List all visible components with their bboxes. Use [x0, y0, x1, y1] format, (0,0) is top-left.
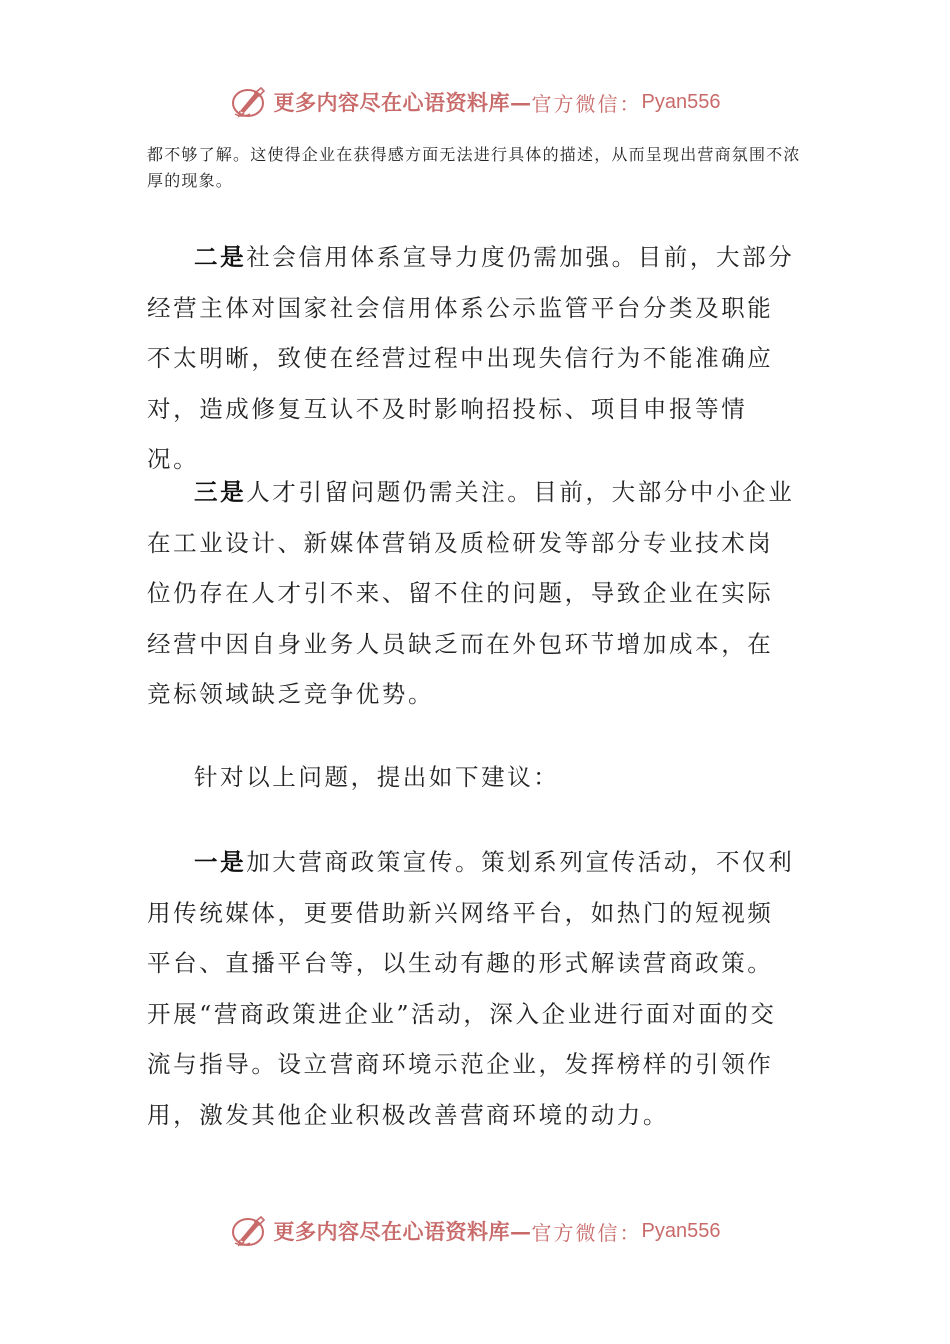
paragraph-policy-promotion [147, 837, 797, 1140]
watermark-site-text: 更多内容尽在心语资料库 [273, 1219, 511, 1244]
paragraph-lead: 三是 [194, 478, 247, 506]
paragraph-credit-system [147, 232, 797, 485]
footer-watermark [0, 1211, 950, 1251]
pen-nib-logo-icon [230, 84, 270, 120]
paragraph-lead: 二是 [194, 243, 247, 271]
paragraph-suggestion-intro [147, 752, 797, 803]
header-watermark [0, 82, 950, 122]
continuation-text: 都不够了解。这使得企业在获得感方面无法进行具体的描述，从而呈现出营商氛围不浓厚的现象。 [147, 145, 801, 190]
paragraph-body: 针对以上问题，提出如下建议： [194, 763, 560, 791]
pen-nib-logo-icon [230, 1213, 270, 1249]
paragraph-lead: 一是 [194, 848, 247, 876]
watermark-dash: — [510, 89, 532, 115]
paragraph-body: 人才引留问题仍需关注。目前，大部分中小企业在工业设计、新媒体营销及质检研发等部分专业技术岗位仍存在人才引不来、留不住的问题，导致企业在实际经营中因自身业务人员缺乏而在外包环节增加成本，在竞标领域缺乏竞争优势。 [147, 478, 795, 708]
paragraph-talent-retention [147, 467, 797, 720]
watermark-wechat-id: Pyan556 [641, 90, 721, 113]
paragraph-body: 加大营商政策宣传。策划系列宣传活动，不仅利用传统媒体，更要借助新兴网络平台，如热门的短视频平台、直播平台等，以生动有趣的形式解读营商政策。开展“营商政策进企业”活动，深入企业进行面对面的交流与指导。设立营商环境示范企业，发挥榜样的引领作用，激发其他企业积极改善营商环境的动力。 [147, 848, 795, 1129]
watermark-dash: — [510, 1218, 532, 1244]
paragraph-body: 社会信用体系宣导力度仍需加强。目前，大部分经营主体对国家社会信用体系公示监管平台分类及职能不太明晰，致使在经营过程中出现失信行为不能准确应对，造成修复互认不及时影响招投标、项目申报等情况。 [147, 243, 795, 473]
watermark-official-label: 官方微信： [531, 91, 642, 116]
watermark-official-label: 官方微信： [531, 1220, 642, 1245]
watermark-site-text: 更多内容尽在心语资料库 [273, 90, 511, 115]
watermark-wechat-id: Pyan556 [641, 1219, 721, 1242]
